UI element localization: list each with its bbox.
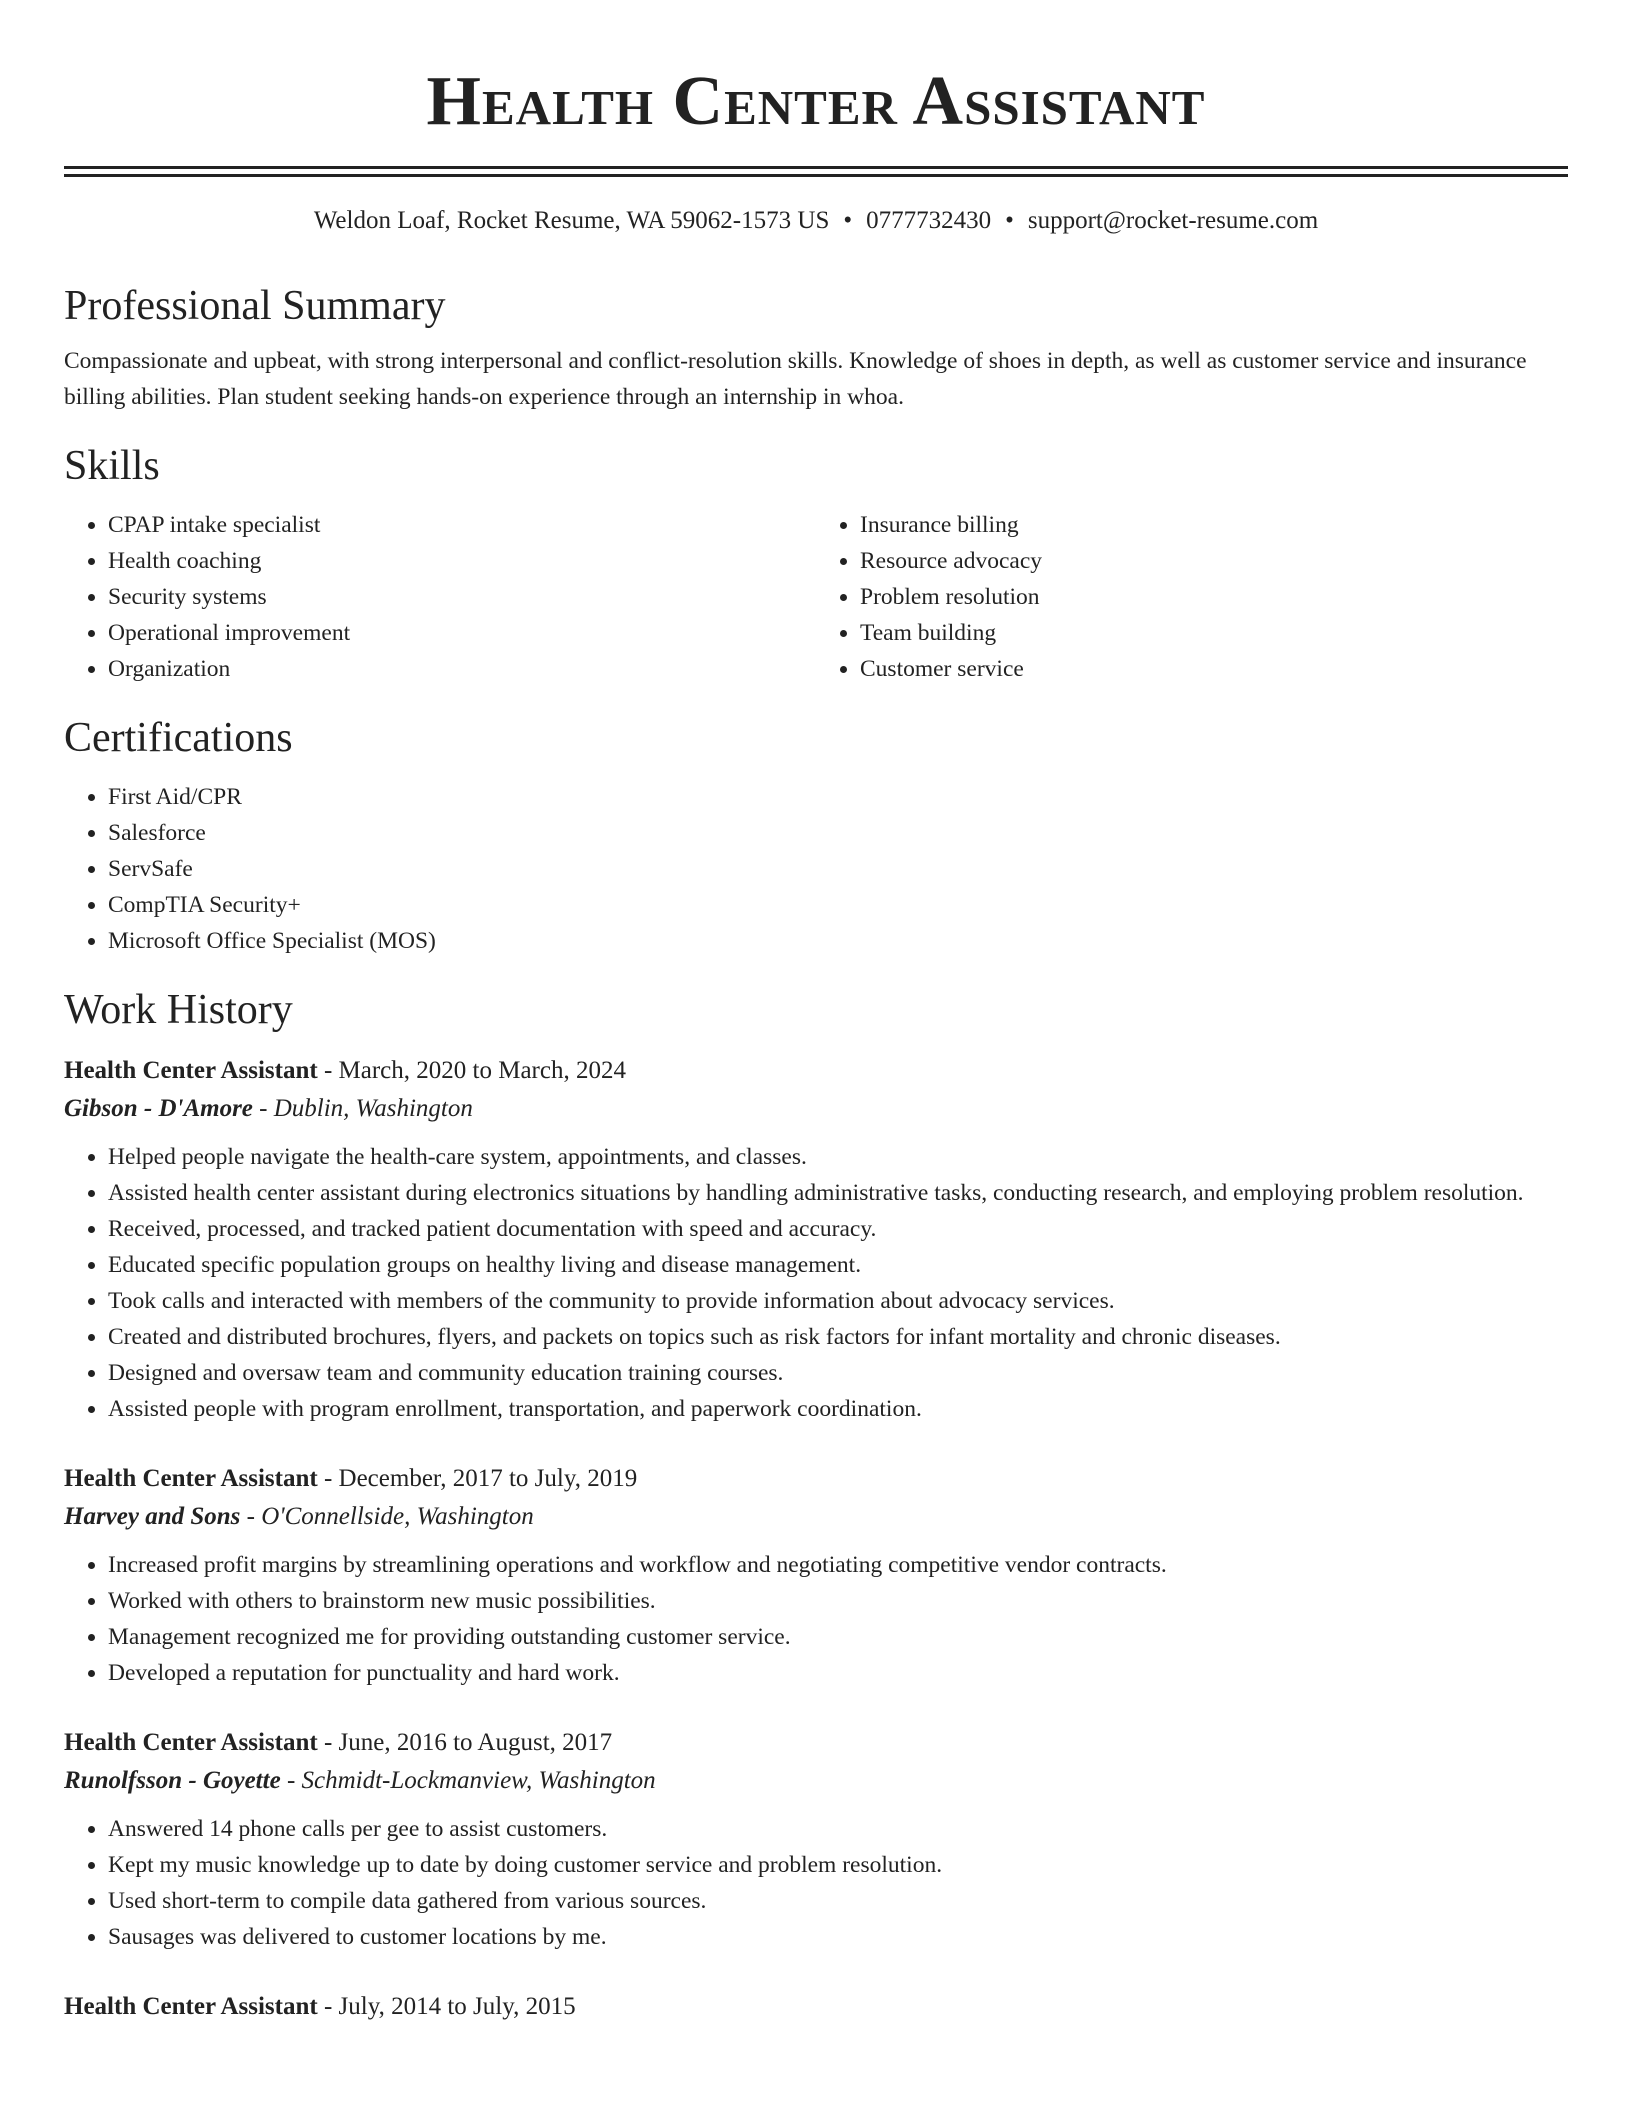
certifications-list: [64, 779, 1568, 959]
job-bullet: • Developed a reputation for punctuality and hard work.: [108, 1655, 1568, 1691]
job-bullet: • Answered 14 phone calls per gee to assist customers.: [108, 1811, 1568, 1847]
summary-heading: Professional Summary: [64, 283, 446, 329]
job-bullet: • Sausages was delivered to customer locations by me.: [108, 1919, 1568, 1955]
skill-item: • Customer service: [860, 651, 1568, 687]
job-entry: [64, 1053, 1568, 1427]
certification-item: • Salesforce: [108, 815, 1568, 851]
job-bullet: • Took calls and interacted with members of the community to provide information about advocacy services.: [108, 1283, 1568, 1319]
job-entry: [64, 1725, 1568, 1955]
job-company: Gibson - D'Amore: [64, 1095, 253, 1122]
job-bullet: • Management recognized me for providing outstanding customer service.: [108, 1619, 1568, 1655]
contact-address: Weldon Loaf, Rocket Resume, WA 59062-1573 US: [313, 207, 830, 234]
contact-phone: 0777732430: [866, 207, 992, 234]
job-bullet: • Designed and oversaw team and community education training courses.: [108, 1355, 1568, 1391]
skills-columns: [64, 507, 1568, 687]
job-company-line: Gibson - D'Amore - Dublin, Washington: [64, 1095, 473, 1122]
job-company-line: Runolfsson - Goyette - Schmidt-Lockmanview, Washington: [64, 1767, 656, 1794]
job-dates: December, 2017 to July, 2019: [338, 1465, 638, 1492]
job-title-line: Health Center Assistant - June, 2016 to August, 2017: [64, 1729, 613, 1756]
job-bullet: • Assisted health center assistant during electronics situations by handling administrative tasks, conducting research, and employing problem resolution.: [108, 1175, 1568, 1211]
job-bullet: • Increased profit margins by streamlining operations and workflow and negotiating competitive vendor contracts.: [108, 1547, 1568, 1583]
resume-page: [64, 0, 1568, 2025]
resume-title: Health Center Assistant: [426, 63, 1206, 140]
skill-item: • CPAP intake specialist: [108, 507, 816, 543]
job-bullets: [64, 1811, 1568, 1955]
certification-item: • CompTIA Security+: [108, 887, 1568, 923]
contact-line: [64, 205, 1568, 237]
job-bullet: • Kept my music knowledge up to date by doing customer service and problem resolution.: [108, 1847, 1568, 1883]
skills-right-list: [816, 507, 1568, 687]
certification-item: • Microsoft Office Specialist (MOS): [108, 923, 1568, 959]
contact-email: support@rocket-resume.com: [1027, 207, 1319, 234]
job-dates: July, 2014 to July, 2015: [338, 1993, 576, 2020]
work-history-heading: Work History: [64, 987, 293, 1033]
skill-item: • Problem resolution: [860, 579, 1568, 615]
job-title: Health Center Assistant: [64, 1057, 318, 1084]
job-title-line: Health Center Assistant - December, 2017 to July, 2019: [64, 1465, 638, 1492]
skills-left-list: [64, 507, 816, 687]
job-entry: [64, 1461, 1568, 1691]
job-bullet: • Received, processed, and tracked patient documentation with speed and accuracy.: [108, 1211, 1568, 1247]
job-location: Schmidt-Lockmanview, Washington: [301, 1767, 656, 1794]
job-bullet: • Assisted people with program enrollment, transportation, and paperwork coordination.: [108, 1391, 1568, 1427]
skill-item: • Resource advocacy: [860, 543, 1568, 579]
job-bullet: • Used short-term to compile data gathered from various sources.: [108, 1883, 1568, 1919]
job-company-line: Harvey and Sons - O'Connellside, Washington: [64, 1503, 534, 1530]
job-title: Health Center Assistant: [64, 1993, 318, 2020]
job-company: Runolfsson - Goyette: [64, 1767, 281, 1794]
job-entry: [64, 1989, 1568, 2025]
title-divider-top: [64, 166, 1568, 169]
contact-separator: •: [843, 207, 853, 234]
skill-item: • Operational improvement: [108, 615, 816, 651]
job-bullet: • Helped people navigate the health-care system, appointments, and classes.: [108, 1139, 1568, 1175]
skills-heading: Skills: [64, 443, 160, 489]
skill-item: • Security systems: [108, 579, 816, 615]
job-dates: March, 2020 to March, 2024: [338, 1057, 626, 1084]
job-dates: June, 2016 to August, 2017: [338, 1729, 613, 1756]
title-divider-bottom: [64, 174, 1568, 177]
skill-item: • Insurance billing: [860, 507, 1568, 543]
job-location: O'Connellside, Washington: [261, 1503, 534, 1530]
job-title: Health Center Assistant: [64, 1729, 318, 1756]
certifications-heading: Certifications: [64, 715, 293, 761]
skill-item: • Health coaching: [108, 543, 816, 579]
job-title: Health Center Assistant: [64, 1465, 318, 1492]
job-bullet: • Educated specific population groups on healthy living and disease management.: [108, 1247, 1568, 1283]
summary-text: Compassionate and upbeat, with strong interpersonal and conflict-resolution skills. Knowledge of shoes in depth, as well as customer service and insurance billing abilities. Plan student seeking hands-on experience through an internship in whoa.: [64, 348, 1527, 410]
job-company: Harvey and Sons: [64, 1503, 241, 1530]
job-location: Dublin, Washington: [273, 1095, 473, 1122]
job-title-line: Health Center Assistant - March, 2020 to March, 2024: [64, 1057, 626, 1084]
job-bullet: • Created and distributed brochures, flyers, and packets on topics such as risk factors for infant mortality and chronic diseases.: [108, 1319, 1568, 1355]
job-bullets: [64, 1139, 1568, 1427]
job-bullet: • Worked with others to brainstorm new music possibilities.: [108, 1583, 1568, 1619]
certification-item: • First Aid/CPR: [108, 779, 1568, 815]
certification-item: • ServSafe: [108, 851, 1568, 887]
skill-item: • Organization: [108, 651, 816, 687]
job-title-line: Health Center Assistant - July, 2014 to July, 2015: [64, 1993, 576, 2020]
skill-item: • Team building: [860, 615, 1568, 651]
contact-separator: •: [1005, 207, 1014, 234]
job-bullets: [64, 1547, 1568, 1691]
